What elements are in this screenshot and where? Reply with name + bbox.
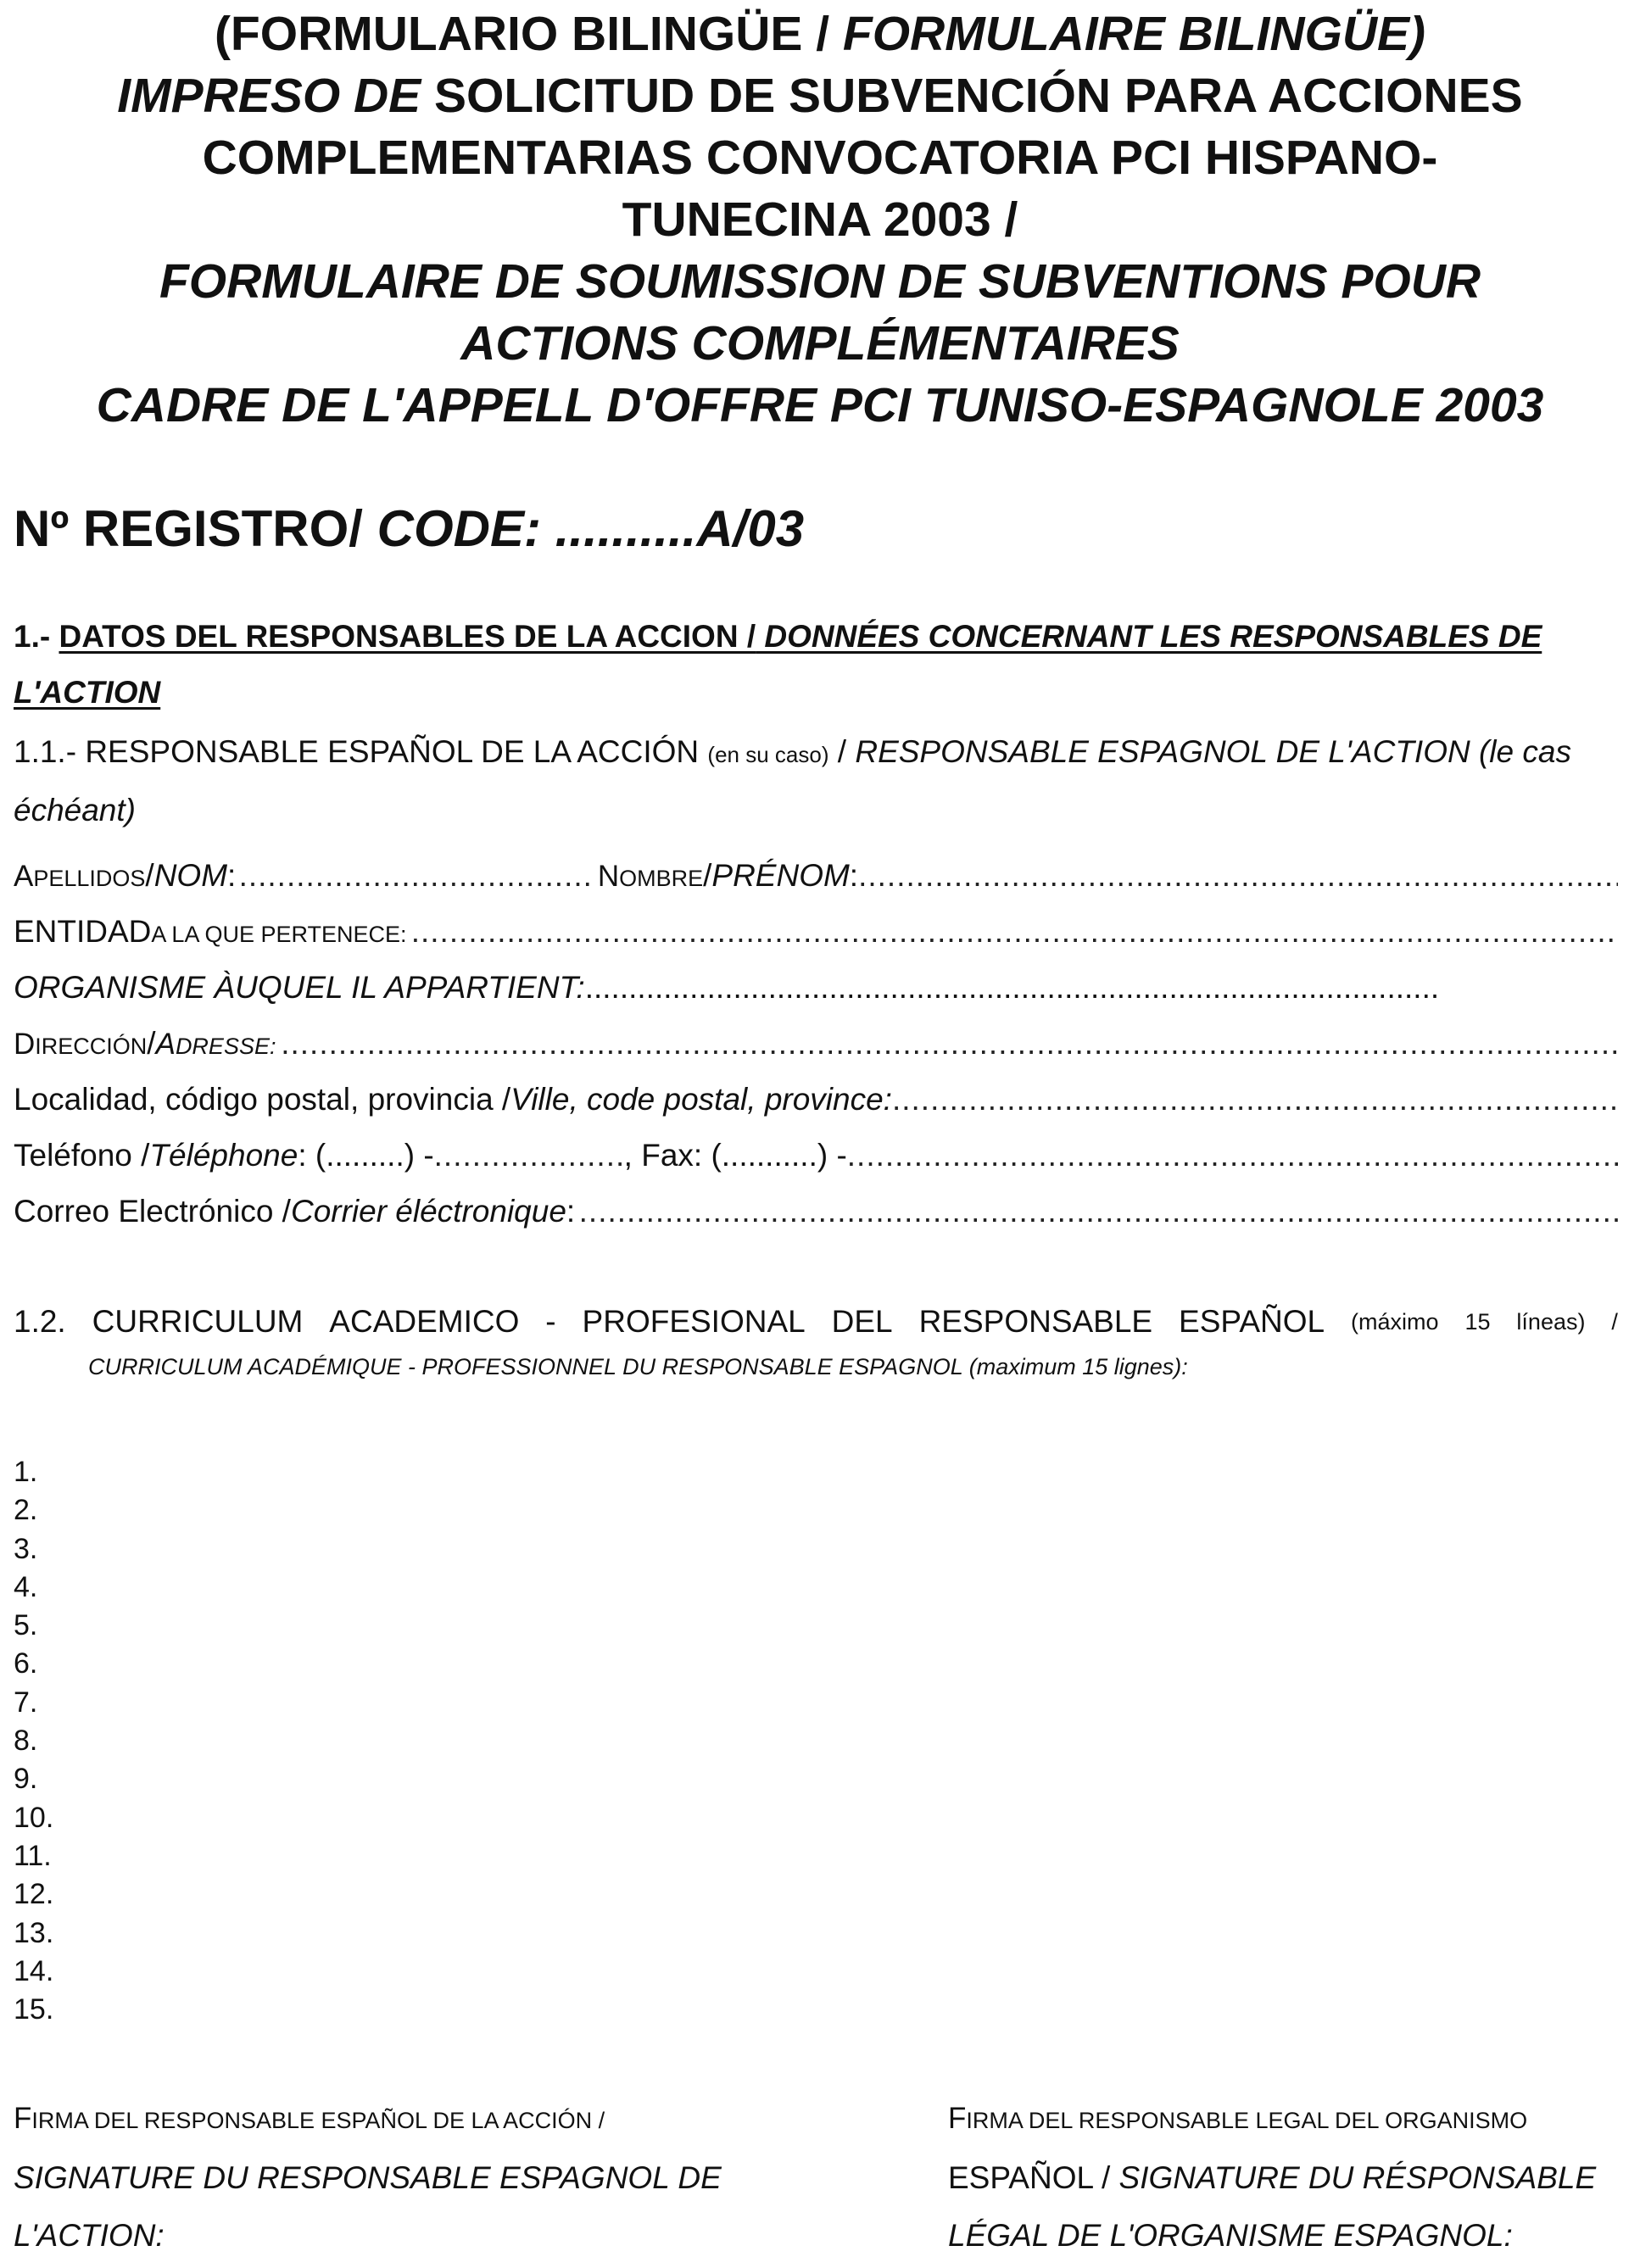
title-line-1 (34, 3, 1606, 65)
registration-code (14, 495, 804, 563)
sig-right-label-es: IRMA DEL RESPONSABLE LEGAL DEL ORGANISMO (966, 2108, 1528, 2133)
registro-value[interactable]: ..........A/03 (540, 500, 805, 557)
nombre-input[interactable] (858, 848, 1618, 904)
direccion-sep: / (147, 1026, 156, 1061)
signature-legal-representative (948, 2089, 1596, 2265)
sig-right-cap: F (948, 2102, 967, 2135)
section-1-1-fr: RESPONSABLE ESPAGNOL DE L'ACTION (le cas échéant) (14, 734, 1571, 828)
signature-spanish-responsible (14, 2089, 722, 2265)
form-title (34, 3, 1606, 437)
sig-right-line-1 (948, 2089, 1596, 2149)
title-line-6: ACTIONS COMPLÉMENTAIRES (460, 316, 1180, 371)
sig-right-label-fr-2: LÉGAL DE L'ORGANISME ESPAGNOL: (948, 2218, 1513, 2253)
title-solicitud: SOLICITUD DE SUBVENCIÓN PARA ACCIONES (421, 69, 1523, 123)
cv-word: DEL (831, 1304, 893, 1339)
cv-word: líneas) (1516, 1309, 1586, 1335)
curriculum-line[interactable]: 5. (14, 1609, 38, 1642)
section-1-1-es: 1.1.- RESPONSABLE ESPAÑOL DE LA ACCIÓN (14, 734, 708, 769)
registro-label: Nº REGISTRO/ (14, 500, 363, 557)
localidad-label: Localidad, código postal, provincia / (14, 1082, 511, 1117)
section-1-1-sep: / (828, 734, 856, 769)
apellidos-label-cap: A (14, 860, 34, 893)
telefono-input[interactable] (434, 1128, 624, 1184)
section-1-1-heading (14, 724, 1618, 839)
title-impreso: IMPRESO DE (117, 69, 421, 123)
title-line-3: COMPLEMENTARIAS CONVOCATORIA PCI HISPANO- (202, 131, 1438, 185)
fax-label: , Fax: (...........) - (623, 1138, 847, 1173)
curriculum-line[interactable]: 11. (14, 1839, 52, 1872)
direccion-label-cap: D (14, 1028, 36, 1061)
correo-input[interactable] (579, 1184, 1618, 1240)
entidad-label: ENTIDAD (14, 914, 152, 949)
cv-word: (máximo (1351, 1309, 1439, 1335)
nombre-label: OMBRE (619, 866, 704, 891)
curriculum-line[interactable]: 13. (14, 1916, 54, 1949)
curriculum-line[interactable]: 14. (14, 1954, 54, 1987)
curriculum-line[interactable]: 15. (14, 1993, 54, 2026)
curriculum-line[interactable]: 9. (14, 1763, 38, 1796)
title-es-bilingual: (FORMULARIO BILINGÜE / (214, 7, 843, 61)
telefono-prefix: : (.........) - (298, 1138, 434, 1173)
apellidos-sep: / (145, 858, 154, 893)
direccion-field-row (14, 1016, 1618, 1072)
sig-left-cap: F (14, 2102, 32, 2135)
curriculum-line[interactable]: 8. (14, 1725, 38, 1758)
title-fr-bilingual: FORMULAIRE BILINGÜE) (842, 7, 1426, 61)
sig-left-label-fr: SIGNATURE DU RESPONSABLE ESPAGNOL DE (14, 2160, 722, 2195)
telefono-field-row (14, 1128, 1618, 1184)
curriculum-line[interactable]: 12. (14, 1878, 54, 1911)
title-line-2 (34, 65, 1606, 127)
nombre-colon: : (849, 858, 859, 893)
title-line-7: CADRE DE L'APPELL D'OFFRE PCI TUNISO-ESPAGNOLE 2003 (96, 378, 1544, 432)
courrier-label: Corrier éléctronique (290, 1194, 566, 1229)
cv-word: - (545, 1304, 556, 1339)
sig-left-label-fr-2: L'ACTION: (14, 2218, 165, 2253)
curriculum-line[interactable]: 1. (14, 1456, 38, 1488)
cv-word: CURRICULUM (92, 1304, 304, 1339)
curriculum-line[interactable]: 2. (14, 1494, 38, 1527)
correo-label: Correo Electrónico / (14, 1194, 291, 1229)
cv-word: 15 (1464, 1309, 1491, 1335)
apellidos-label: PELLIDOS (33, 866, 146, 891)
section-1-number: 1.- (14, 619, 59, 654)
organisme-input[interactable]: .................................................................................................. (584, 970, 1440, 1005)
adresse-label: DRESSE: (175, 1034, 276, 1059)
cv-word: / (1611, 1309, 1618, 1335)
fax-input[interactable] (847, 1128, 1618, 1184)
localidad-field-row (14, 1072, 1618, 1128)
sig-right-espanol: ESPAÑOL / (948, 2160, 1119, 2195)
organisme-label: ORGANISME ÀUQUEL IL APPARTIENT: (14, 970, 585, 1005)
cv-word: 1.2. (14, 1304, 66, 1339)
section-1-2-curriculum (14, 1294, 1618, 1384)
curriculum-line[interactable]: 7. (14, 1686, 38, 1719)
sig-left-line-1 (14, 2089, 722, 2149)
direccion-label: IRECCIÓN (35, 1034, 148, 1059)
name-field-row (14, 848, 1618, 904)
entidad-field-row (14, 904, 1618, 960)
code-label: CODE: (362, 500, 541, 557)
nombre-label-cap: N (597, 860, 620, 893)
telefono-label: Teléfono / (14, 1138, 150, 1173)
cv-word: RESPONSABLE (918, 1304, 1153, 1339)
nom-label: NOM (153, 858, 228, 893)
curriculum-heading-fr: CURRICULUM ACADÉMIQUE - PROFESSIONNEL DU RESPONSABLE ESPAGNOL (maximum 15 lignes): (88, 1354, 1188, 1379)
telephone-label: Téléphone (149, 1138, 298, 1173)
correo-colon: : (566, 1194, 576, 1229)
section-1-1-note: (en su caso) (707, 742, 829, 767)
section-1-heading (14, 609, 1618, 721)
adresse-label-cap: A (155, 1028, 176, 1061)
sig-right-line-2 (948, 2149, 1596, 2207)
section-1-heading-fr: DONNÉES CONCERNANT LES RESPONSABLES DE L'ACTION (14, 619, 1542, 710)
prenom-label: PRÉNOM (711, 858, 850, 893)
nombre-sep: / (703, 858, 712, 893)
title-line-5: FORMULAIRE DE SOUMISSION DE SUBVENTIONS POUR (159, 254, 1481, 309)
entidad-label-rest: A LA QUE PERTENECE: (151, 922, 407, 947)
curriculum-line[interactable]: 6. (14, 1647, 38, 1680)
correo-field-row (14, 1184, 1618, 1240)
curriculum-heading-es (14, 1294, 1618, 1350)
cv-word: ESPAÑOL (1179, 1304, 1325, 1339)
apellidos-input[interactable] (239, 848, 595, 904)
entidad-input[interactable] (411, 904, 1618, 960)
curriculum-line[interactable]: 10. (14, 1801, 54, 1834)
section-1-heading-es: DATOS DEL RESPONSABLES DE LA ACCION / (59, 619, 756, 654)
organisme-field-row (14, 960, 1618, 1016)
localidad-input[interactable] (892, 1072, 1618, 1128)
curriculum-lines (14, 1453, 53, 2029)
title-line-4: TUNECINA 2003 / (622, 192, 1018, 247)
ville-label: Ville, code postal, province: (510, 1082, 892, 1117)
curriculum-line[interactable]: 4. (14, 1570, 38, 1603)
direccion-input[interactable] (281, 1016, 1618, 1072)
sig-left-label-es: IRMA DEL RESPONSABLE ESPAÑOL DE LA ACCIÓN / (31, 2108, 605, 2133)
curriculum-line[interactable]: 3. (14, 1532, 38, 1565)
apellidos-colon: : (227, 858, 237, 893)
cv-word: ACADEMICO (329, 1304, 520, 1339)
cv-word: PROFESIONAL (582, 1304, 806, 1339)
sig-right-label-fr: SIGNATURE DU RÉSPONSABLE (1118, 2160, 1597, 2195)
